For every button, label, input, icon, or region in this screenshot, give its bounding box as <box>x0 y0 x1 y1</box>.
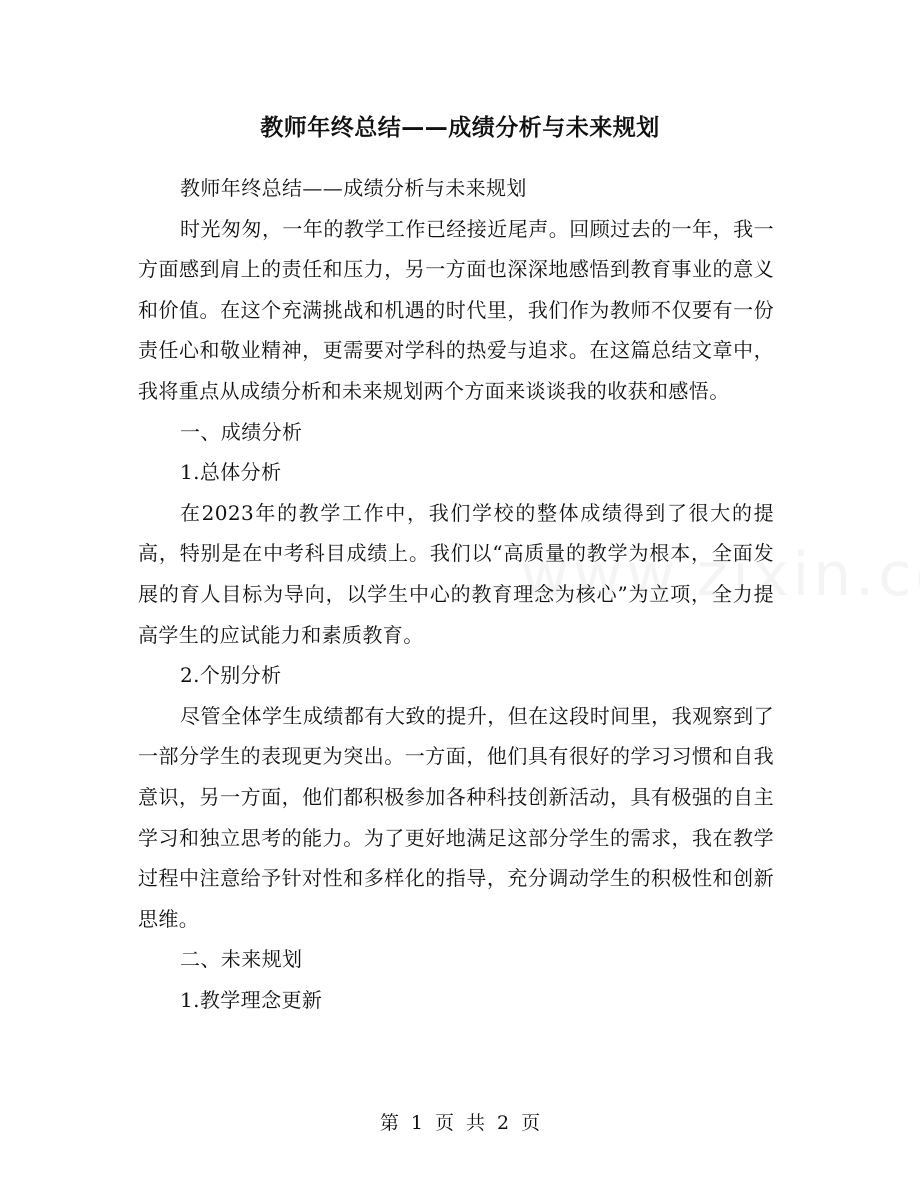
subheading-teaching-philosophy: 1.教学理念更新 <box>180 987 323 1012</box>
paragraph-individual-analysis: 尽管全体学生成绩都有大致的提升，但在这段时间里，我观察到了一部分学生的表现更为突出。一方面，他们具有很好的学习习惯和自我意识，另一方面，他们都积极参加各种科技创新活动，具有极强的自主学习和独立思考的能力。为了更好地满足这部分学生的需求，我在教学过程中注意给予针对性和多样化的指导，充分调动学生的积极性和创新思维。 <box>138 703 774 931</box>
subheading-individual-analysis: 2.个别分析 <box>180 663 282 688</box>
section-heading-achievement: 一、成绩分析 <box>180 419 303 444</box>
document-title: 教师年终总结——成绩分析与未来规划 <box>260 115 660 141</box>
document-body <box>138 168 774 1020</box>
subheading-overall-analysis: 1.总体分析 <box>180 460 282 485</box>
paragraph-overall-analysis: 在2023年的教学工作中，我们学校的整体成绩得到了很大的提高，特别是在中考科目成绩上。我们以“高质量的教学为根本，全面发展的育人目标为导向，以学生中心的教育理念为核心”为立项，全力提高学生的应试能力和素质教育。 <box>138 500 774 647</box>
paragraph-intro: 时光匆匆，一年的教学工作已经接近尾声。回顾过去的一年，我一方面感到肩上的责任和压力，另一方面也深深地感悟到教育事业的意义和价值。在这个充满挑战和机遇的时代里，我们作为教师不仅要有一份责任心和敬业精神，更需要对学科的热爱与追求。在这篇总结文章中，我将重点从成绩分析和未来规划两个方面来谈谈我的收获和感悟。 <box>138 216 774 403</box>
page-footer: 第 1 页 共 2 页 <box>379 1112 541 1134</box>
section-heading-future-plan: 二、未来规划 <box>180 947 303 972</box>
paragraph-subtitle: 教师年终总结——成绩分析与未来规划 <box>180 176 527 200</box>
